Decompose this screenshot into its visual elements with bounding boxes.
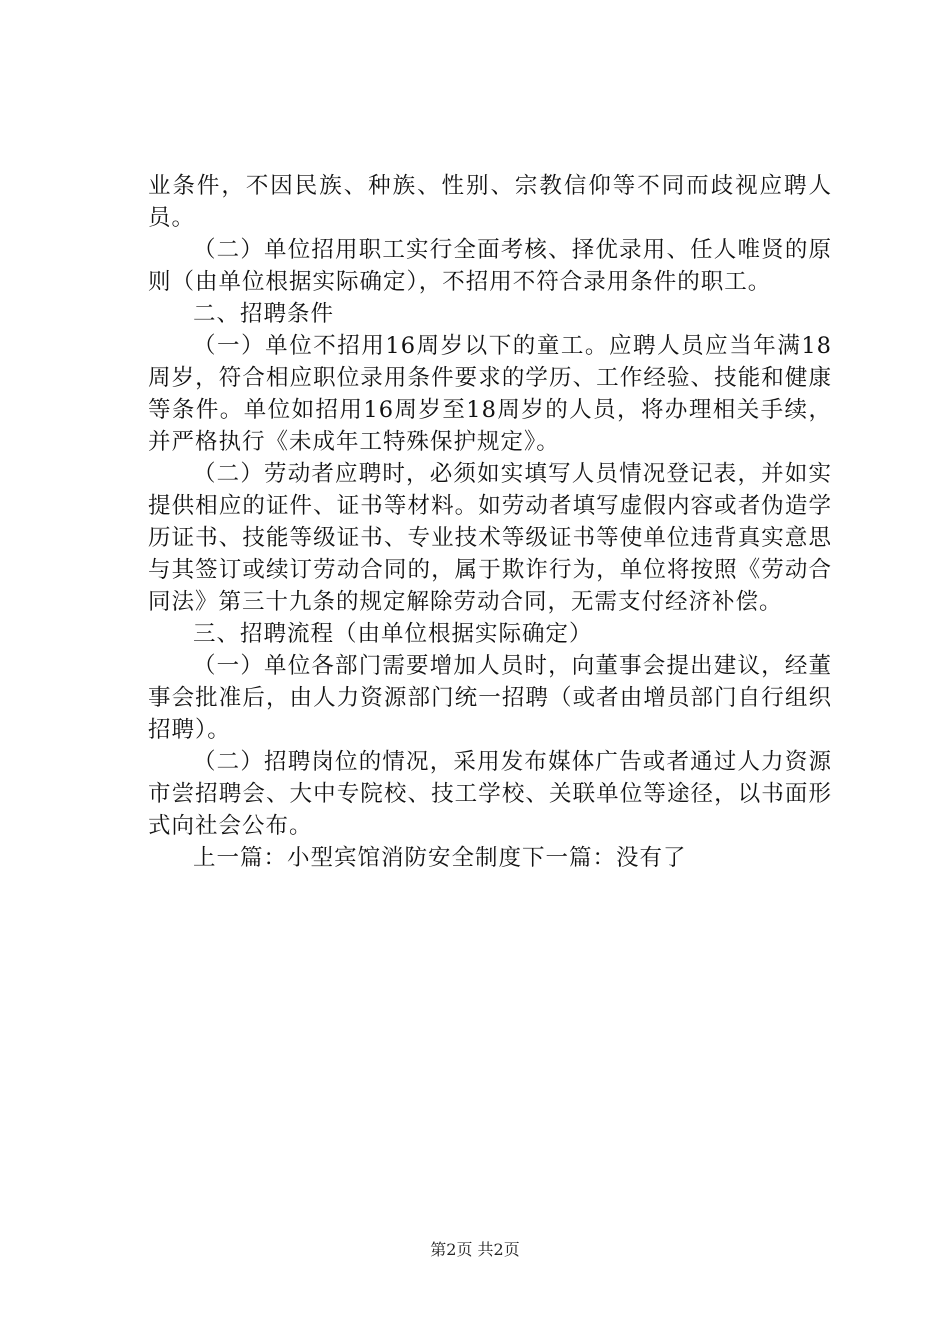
paragraph-department-request: （一）单位各部门需要增加人员时，向董事会提出建议，经董事会批准后，由人力资源部门统一招聘（或者由增员部门自行组织招聘）。 — [148, 653, 832, 743]
paragraph-principle: （二）单位招用职工实行全面考核、择优录用、任人唯贤的原则（由单位根据实际确定），不招用不符合录用条件的职工。 — [148, 237, 832, 295]
paragraph-continuation: 业条件，不因民族、种族、性别、宗教信仰等不同而歧视应聘人员。 — [148, 173, 832, 231]
paragraph-age-requirement: （一）单位不招用16周岁以下的童工。应聘人员应当年满18周岁，符合相应职位录用条件要求的学历、工作经验、技能和健康等条件。单位如招用16周岁至18周岁的人员，将办理相关手续，并严格执行《未成年工特殊保护规定》。 — [148, 333, 832, 455]
paragraph-publication: （二）招聘岗位的情况，采用发布媒体广告或者通过人力资源市尝招聘会、大中专院校、技工学校、关联单位等途径，以书面形式向社会公布。 — [148, 749, 832, 839]
prev-next-links[interactable]: 上一篇：小型宾馆消防安全制度下一篇：没有了 — [193, 845, 687, 871]
section-heading-conditions: 二、招聘条件 — [193, 301, 335, 327]
page-number-footer: 第2页 共2页 — [430, 1240, 520, 1259]
document-body — [148, 170, 832, 874]
section-heading-process: 三、招聘流程（由单位根据实际确定） — [193, 621, 593, 647]
paragraph-truthful-info: （二）劳动者应聘时，必须如实填写人员情况登记表，并如实提供相应的证件、证书等材料。如劳动者填写虚假内容或者伪造学历证书、技能等级证书、专业技术等级证书等使单位违背真实意思与其签订或续订劳动合同的，属于欺诈行为，单位将按照《劳动合同法》第三十九条的规定解除劳动合同，无需支付经济补偿。 — [148, 461, 832, 615]
